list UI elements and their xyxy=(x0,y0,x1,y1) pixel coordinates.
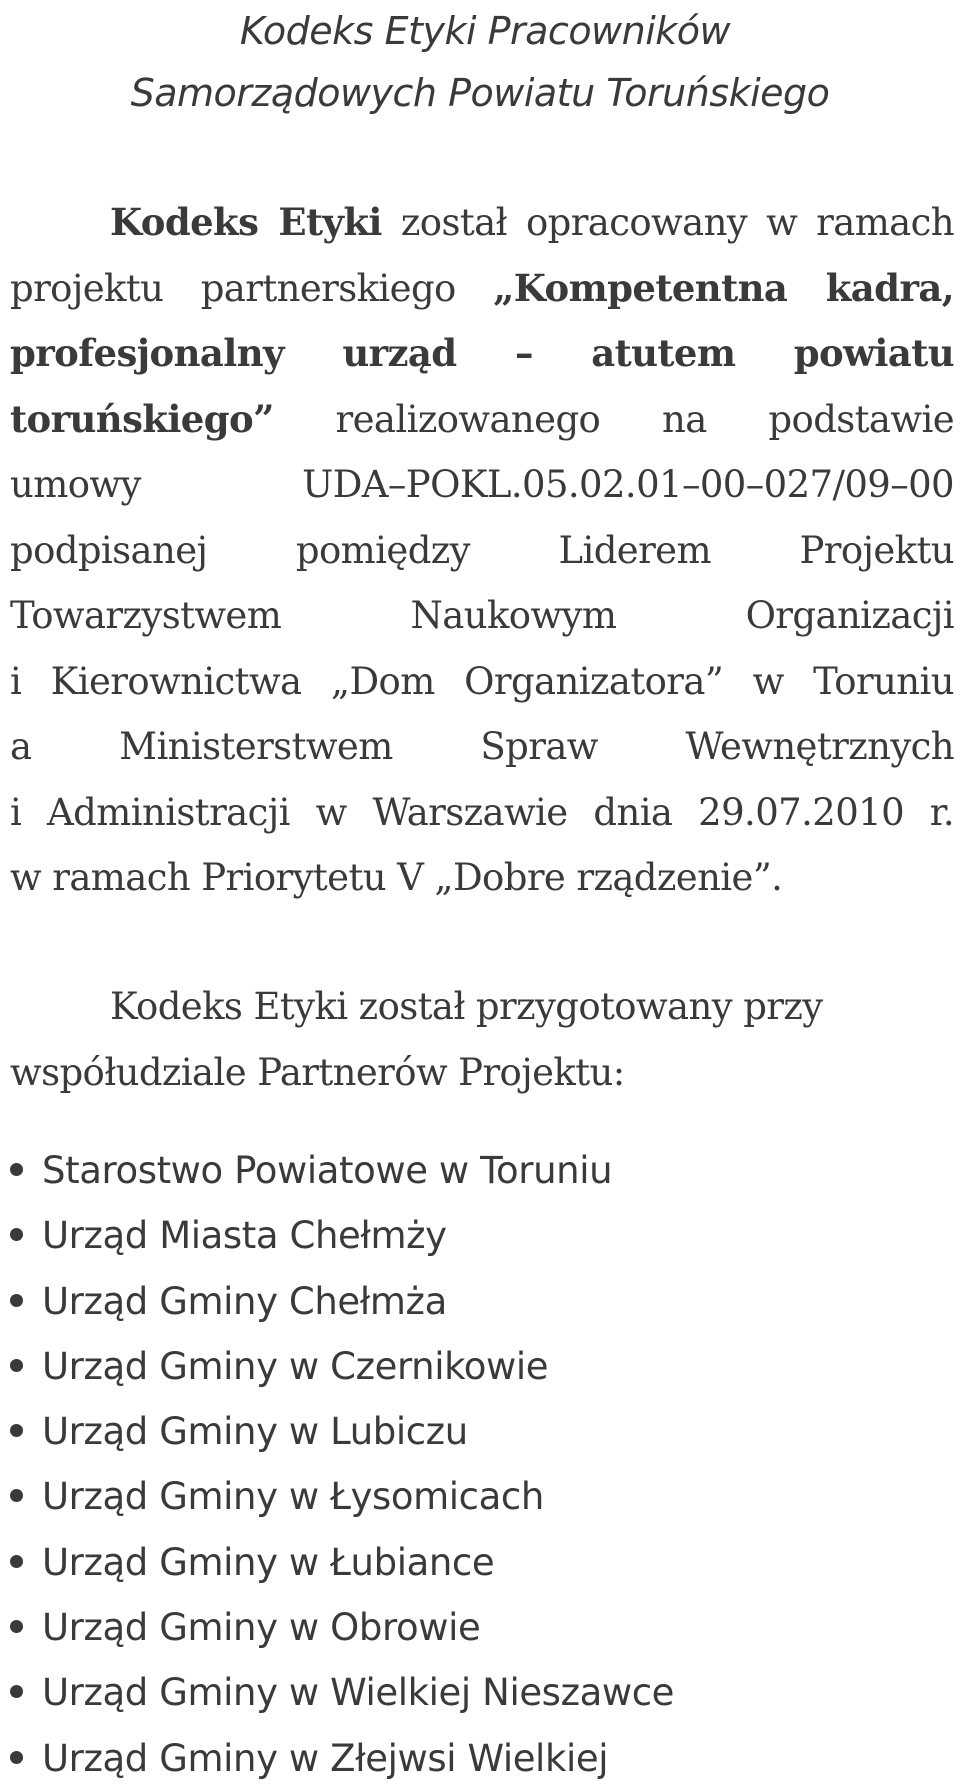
list-item xyxy=(10,1726,954,1791)
partners-list xyxy=(10,1138,954,1791)
list-item xyxy=(10,1138,954,1203)
intro-line-2 xyxy=(10,256,954,322)
bullet-icon xyxy=(10,1424,23,1437)
intro-bold-lead: Kodeks Etyki xyxy=(110,200,382,244)
intro-line-1 xyxy=(10,190,954,256)
intro-line-4-rest: realizowanego na podstawie xyxy=(273,397,954,441)
list-item xyxy=(10,1399,954,1464)
project-title-part-3: toruńskiego” xyxy=(10,396,274,441)
document-header xyxy=(0,0,960,124)
partner-name: Urząd Gminy w Wielkiej Nieszawce xyxy=(42,1671,675,1715)
list-item xyxy=(10,1269,954,1334)
intro-line-9: a Ministerstwem Spraw Wewnętrznych xyxy=(10,725,954,768)
bullet-icon xyxy=(10,1620,23,1633)
list-item xyxy=(10,1203,954,1268)
bullet-icon xyxy=(10,1685,23,1698)
intro-line-2-pre: projektu partnerskiego xyxy=(10,266,494,310)
bullet-icon xyxy=(10,1489,23,1502)
list-item xyxy=(10,1660,954,1725)
intro-line-5: umowy UDA–POKL.05.02.01–00–027/09–00 xyxy=(10,463,954,506)
partner-name: Urząd Gminy w Lubiczu xyxy=(42,1410,468,1454)
list-item xyxy=(10,1334,954,1399)
partners-intro-line-1: Kodeks Etyki został przygotowany przy xyxy=(110,985,823,1028)
partners-intro-paragraph xyxy=(10,974,954,1105)
intro-line-4 xyxy=(10,387,954,453)
intro-paragraph xyxy=(10,190,954,911)
partner-name: Urząd Miasta Chełmży xyxy=(42,1214,447,1258)
partners-intro-line-2: współudziale Partnerów Projektu: xyxy=(10,1050,625,1094)
bullet-icon xyxy=(10,1555,23,1568)
intro-line-6: podpisanej pomiędzy Liderem Projektu xyxy=(10,528,954,572)
header-line-1: Kodeks Etyki Pracowników xyxy=(239,9,731,53)
list-item xyxy=(10,1595,954,1660)
partner-name: Urząd Gminy w Łubiance xyxy=(42,1540,495,1584)
intro-line-11: w ramach Priorytetu V „Dobre rządzenie”. xyxy=(10,856,783,899)
project-title-part-2: profesjonalny urząd – atutem powiatu xyxy=(10,331,954,375)
partner-name: Urząd Gminy w Łysomicach xyxy=(42,1475,544,1519)
intro-line-8: i Kierownictwa „Dom Organizatora” w Toruniu xyxy=(10,659,954,703)
intro-line-1-rest: został opracowany w ramach xyxy=(381,201,954,244)
partner-name: Urząd Gminy w Obrowie xyxy=(42,1606,481,1650)
bullet-icon xyxy=(10,1228,23,1241)
header-line-2: Samorządowych Powiatu Toruńskiego xyxy=(130,71,830,115)
intro-line-10: i Administracji w Warszawie dnia 29.07.2010 r. xyxy=(10,790,954,834)
bullet-icon xyxy=(10,1163,23,1176)
partner-name: Urząd Gminy Chełmża xyxy=(42,1279,447,1323)
project-title-part-1: „Kompetentna kadra, xyxy=(493,265,955,310)
bullet-icon xyxy=(10,1359,23,1372)
partner-name: Urząd Gminy w Złejwsi Wielkiej xyxy=(42,1736,609,1780)
intro-line-7: Towarzystwem Naukowym Organizacji xyxy=(10,594,954,637)
list-item xyxy=(10,1464,954,1529)
list-item xyxy=(10,1530,954,1595)
partner-name: Urząd Gminy w Czernikowie xyxy=(42,1344,549,1388)
bullet-icon xyxy=(10,1294,23,1307)
bullet-icon xyxy=(10,1751,23,1764)
partner-name: Starostwo Powiatowe w Toruniu xyxy=(42,1149,613,1192)
